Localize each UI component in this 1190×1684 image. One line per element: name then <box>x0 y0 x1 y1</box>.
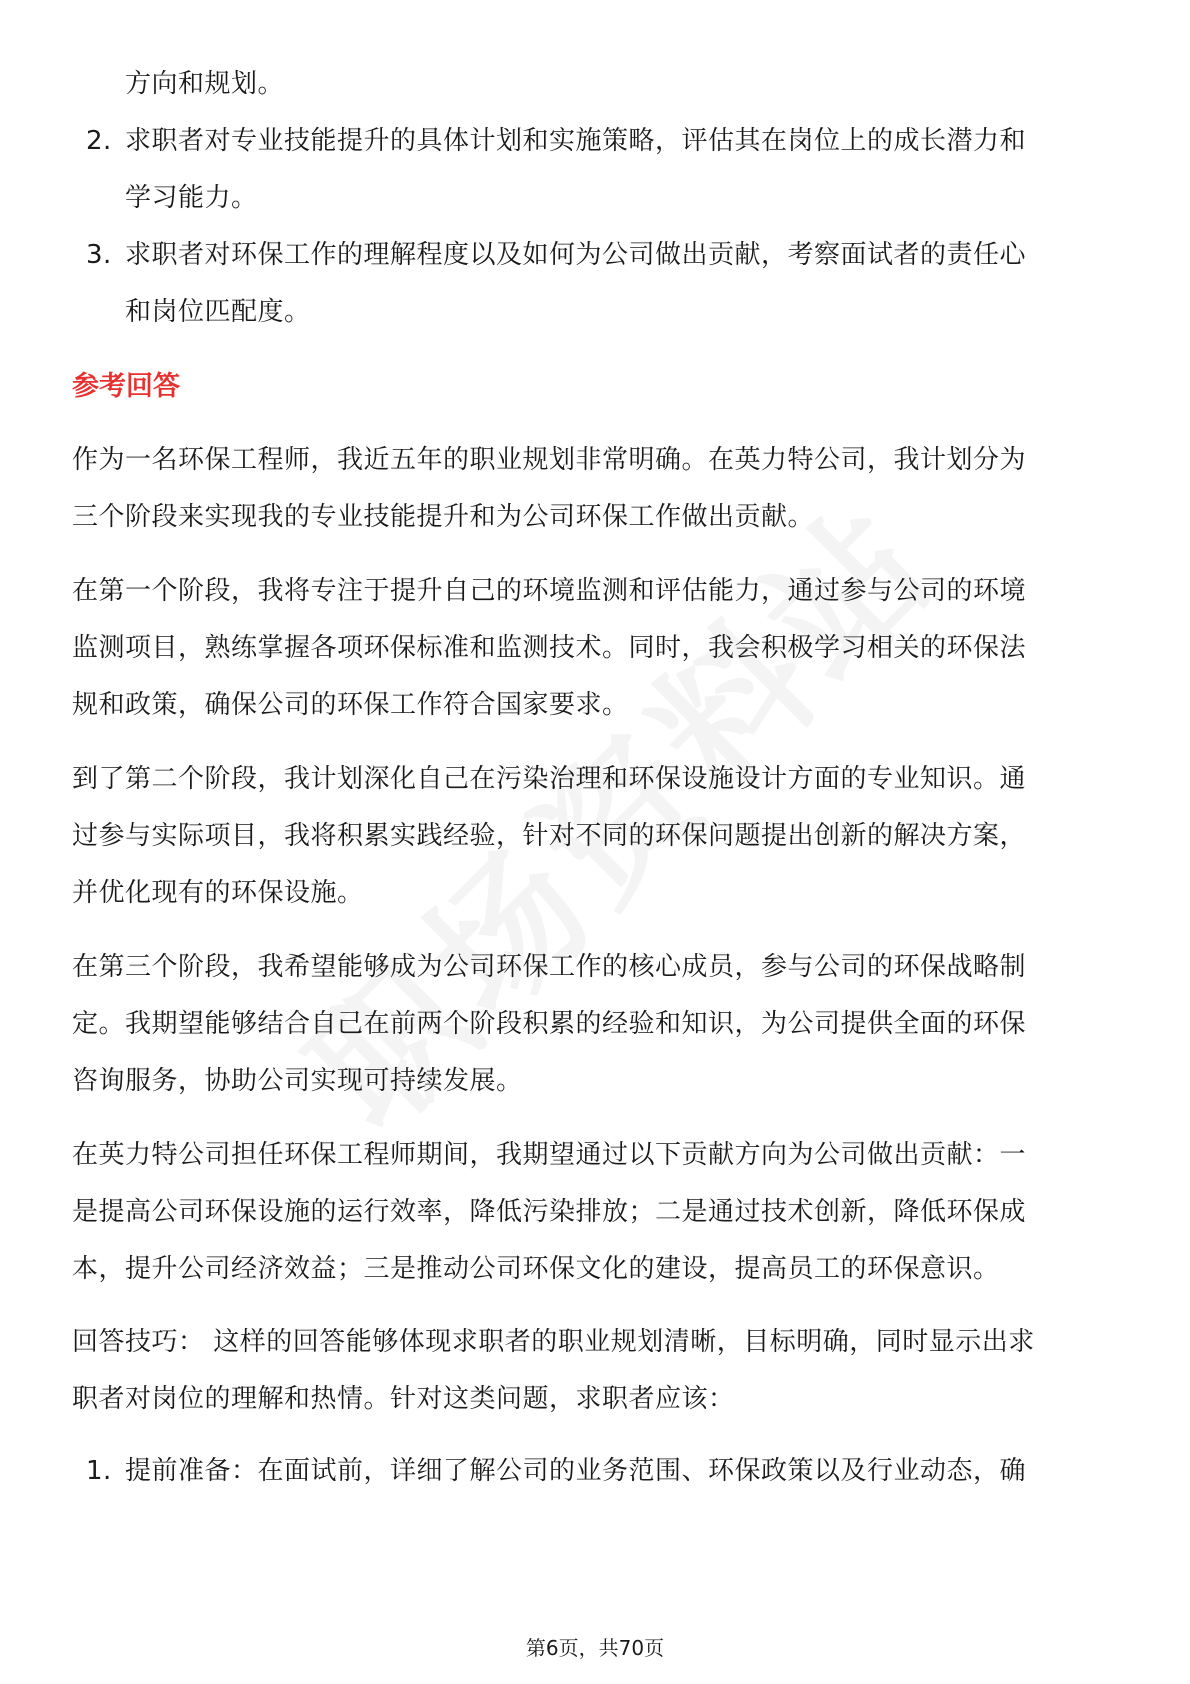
list-item <box>72 113 1122 227</box>
paragraph-line: 三个阶段来实现我的专业技能提升和为公司环保工作做出贡献。 <box>72 502 815 532</box>
paragraph-line: 规和政策，确保公司的环保工作符合国家要求。 <box>72 690 629 720</box>
list-item <box>72 1443 1122 1500</box>
paragraph-line: 监测项目，熟练掌握各项环保标准和监测技术。同时，我会积极学习相关的环保法 <box>72 633 1027 663</box>
paragraph-line: 回答技巧： 这样的回答能够体现求职者的职业规划清晰，目标明确，同时显示出求 <box>72 1327 1035 1357</box>
answer-tip <box>72 1314 1122 1428</box>
paragraph-line: 本，提升公司经济效益；三是推动公司环保文化的建设，提高员工的环保意识。 <box>72 1254 1000 1284</box>
paragraph <box>72 1127 1122 1298</box>
paragraph <box>72 432 1122 546</box>
bottom-list <box>72 1443 1122 1500</box>
list-item <box>72 56 1122 113</box>
paragraph-line: 在第三个阶段，我希望能够成为公司环保工作的核心成员，参与公司的环保战略制 <box>72 952 1027 982</box>
list-line: 求职者对环保工作的理解程度以及如何为公司做出贡献，考察面试者的责任心 <box>125 240 1027 270</box>
paragraph-line: 在英力特公司担任环保工程师期间，我期望通过以下贡献方向为公司做出贡献：一 <box>72 1140 1027 1170</box>
paragraph-line: 到了第二个阶段，我计划深化自己在污染治理和环保设施设计方面的专业知识。通 <box>72 764 1027 794</box>
paragraph <box>72 751 1122 922</box>
list-line: 提前准备：在面试前，详细了解公司的业务范围、环保政策以及行业动态，确 <box>125 1456 1027 1486</box>
paragraph-line: 定。我期望能够结合自己在前两个阶段积累的经验和知识，为公司提供全面的环保 <box>72 1009 1027 1039</box>
paragraph-line: 并优化现有的环保设施。 <box>72 878 364 908</box>
list-number: 3. <box>86 240 112 270</box>
paragraph-line: 是提高公司环保设施的运行效率，降低污染排放；二是通过技术创新，降低环保成 <box>72 1197 1027 1227</box>
list-line: 求职者对专业技能提升的具体计划和实施策略，评估其在岗位上的成长潜力和 <box>125 126 1027 156</box>
document-page <box>72 56 1122 1500</box>
paragraph <box>72 563 1122 734</box>
paragraph-line: 作为一名环保工程师，我近五年的职业规划非常明确。在英力特公司，我计划分为 <box>72 445 1027 475</box>
section-heading: 参考回答 <box>72 371 180 402</box>
page-footer: 第6页，共70页 <box>525 1636 665 1660</box>
list-line: 和岗位匹配度。 <box>125 297 311 327</box>
paragraph-line: 在第一个阶段，我将专注于提升自己的环境监测和评估能力，通过参与公司的环境 <box>72 576 1027 606</box>
paragraph-line: 过参与实际项目，我将积累实践经验，针对不同的环保问题提出创新的解决方案， <box>72 821 1027 851</box>
list-line: 学习能力。 <box>125 183 258 213</box>
list-number: 1. <box>86 1456 112 1486</box>
paragraph-line: 职者对岗位的理解和热情。针对这类问题，求职者应该： <box>72 1384 735 1414</box>
paragraph <box>72 939 1122 1110</box>
top-list <box>72 56 1122 341</box>
paragraph-line: 咨询服务，协助公司实现可持续发展。 <box>72 1066 523 1096</box>
list-line: 方向和规划。 <box>125 69 285 99</box>
list-number: 2. <box>86 126 112 156</box>
list-item <box>72 227 1122 341</box>
